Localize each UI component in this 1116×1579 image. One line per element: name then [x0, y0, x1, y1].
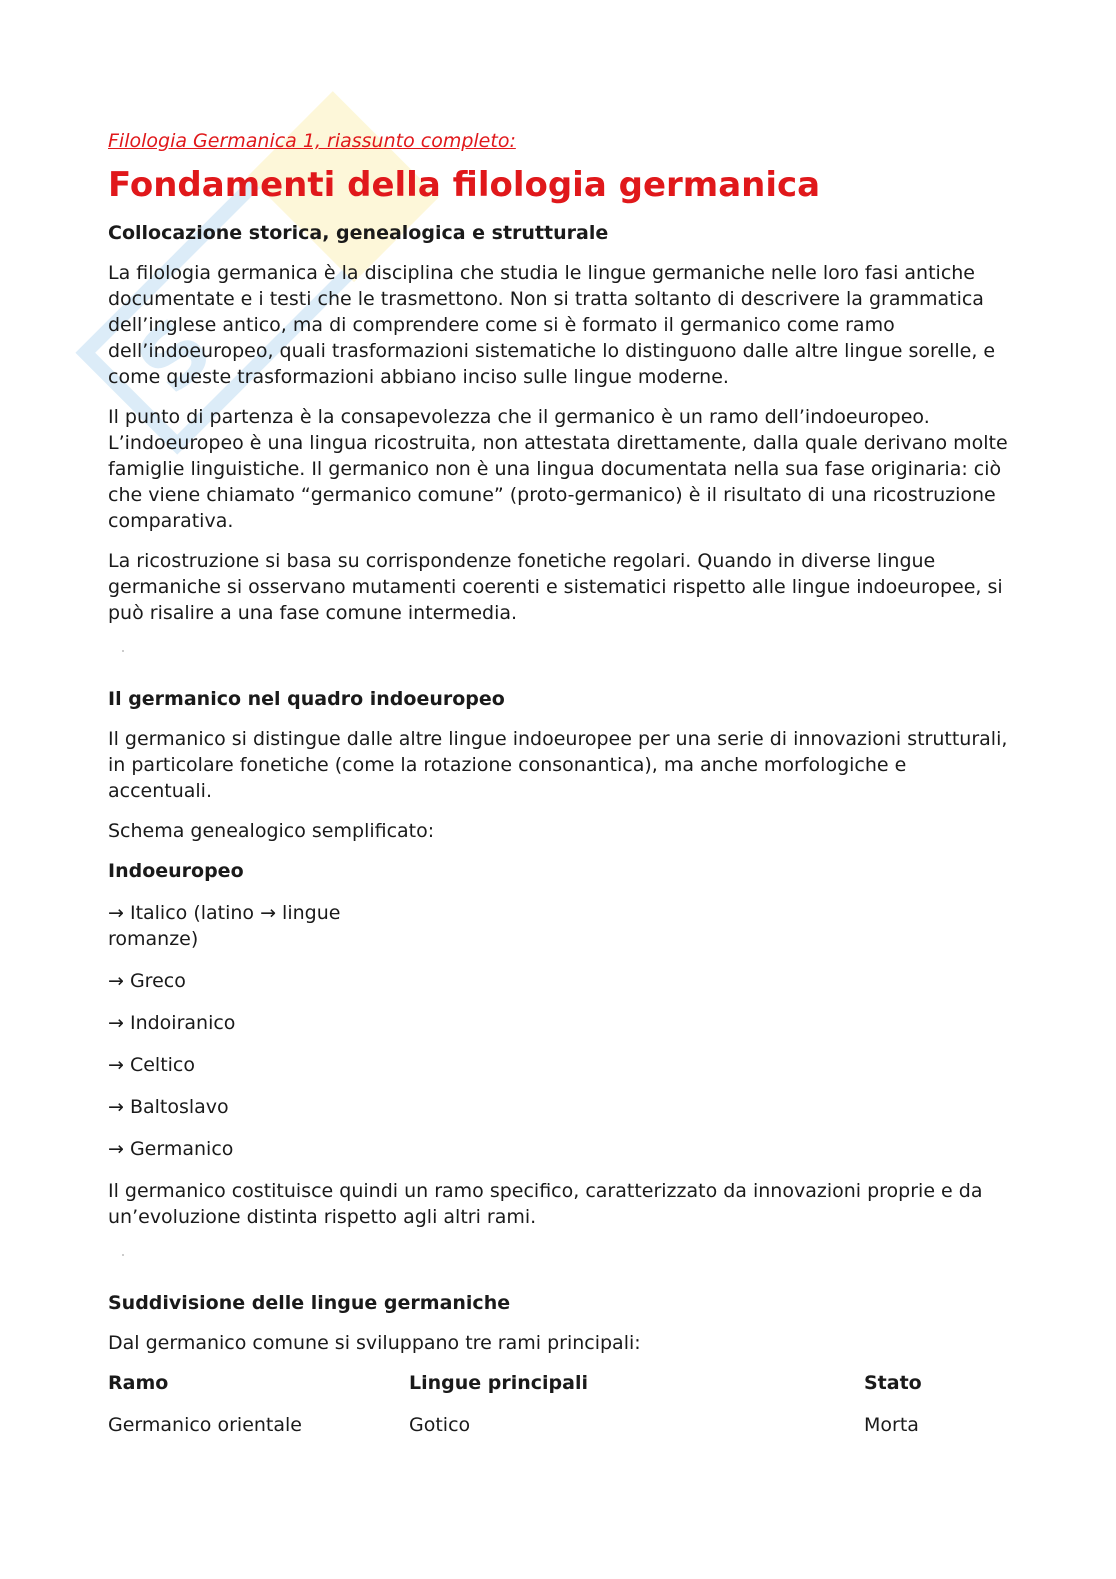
section-heading-suddivisione: Suddivisione delle lingue germaniche	[108, 1292, 511, 1314]
section-spacer	[108, 1244, 1008, 1290]
page-title: Fondamenti della filologia germanica	[108, 165, 821, 205]
column-header-stato: Stato	[864, 1372, 922, 1394]
table-cell: Gotico	[409, 1414, 471, 1436]
section-spacer	[108, 640, 1008, 686]
tree-item: → Indoiranico	[108, 1012, 236, 1034]
section-heading-quadro-indoeuropeo: Il germanico nel quadro indoeuropeo	[108, 688, 505, 710]
tree-item: → Germanico	[108, 1138, 234, 1160]
tree-item: → Italico (latino → lingue romanze)	[108, 902, 341, 950]
paragraph: La ricostruzione si basa su corrispondenze fonetiche regolari. Quando in diverse lingue germaniche si osservano mutamenti coerenti e sistematici rispetto alle lingue indoeuropee, si può risalire a una fase comune intermedia.	[108, 550, 1003, 624]
document-kicker-link[interactable]: Filologia Germanica 1, riassunto completo:	[108, 130, 516, 152]
svg-text:S: S	[117, 299, 233, 414]
paragraph: Dal germanico comune si sviluppano tre rami principali:	[108, 1332, 641, 1354]
table-cell: Germanico orientale	[108, 1414, 302, 1436]
table-header-row	[108, 1370, 1008, 1412]
tree-item: → Baltoslavo	[108, 1096, 229, 1118]
paragraph: Il germanico si distingue dalle altre lingue indoeuropee per una serie di innovazioni strutturali, in particolare fonetiche (come la rotazione consonantica), ma anche morfologiche e accentuali.	[108, 728, 1008, 802]
tree-item: → Greco	[108, 970, 186, 992]
branches-table	[108, 1370, 1008, 1454]
tree-root: Indoeuropeo	[108, 860, 244, 882]
paragraph: Schema genealogico semplificato:	[108, 820, 435, 842]
table-row	[108, 1412, 1008, 1454]
paragraph: Il punto di partenza è la consapevolezza che il germanico è un ramo dell’indoeuropeo. L’indoeuropeo è una lingua ricostruita, non attestata direttamente, dalla quale derivano molte famiglie linguistiche. Il germanico non è una lingua documentata nella sua fase originaria: ciò che viene chiamato “germanico comune” (proto-germanico) è il risultato di una ricostruzione comparativa.	[108, 406, 1008, 532]
section-heading-collocazione: Collocazione storica, genealogica e strutturale	[108, 222, 609, 244]
paragraph: La filologia germanica è la disciplina che studia le lingue germaniche nelle loro fasi antiche documentate e i testi che le trasmettono. Non si tratta soltanto di descrivere la grammatica dell’inglese antico, ma di comprendere come si è formato il germanico come ramo dell’indoeuropeo, quali trasformazioni sistematiche lo distinguono dalle altre lingue sorelle, e come queste trasformazioni abbiano inciso sulle lingue moderne.	[108, 262, 996, 388]
table-cell: Morta	[864, 1414, 919, 1436]
column-header-ramo: Ramo	[108, 1372, 169, 1394]
paragraph: Il germanico costituisce quindi un ramo specifico, caratterizzato da innovazioni proprie e da un’evoluzione distinta rispetto agli altri rami.	[108, 1180, 983, 1228]
tree-item: → Celtico	[108, 1054, 195, 1076]
document-page	[108, 128, 1008, 1454]
column-header-lingue: Lingue principali	[409, 1372, 589, 1394]
